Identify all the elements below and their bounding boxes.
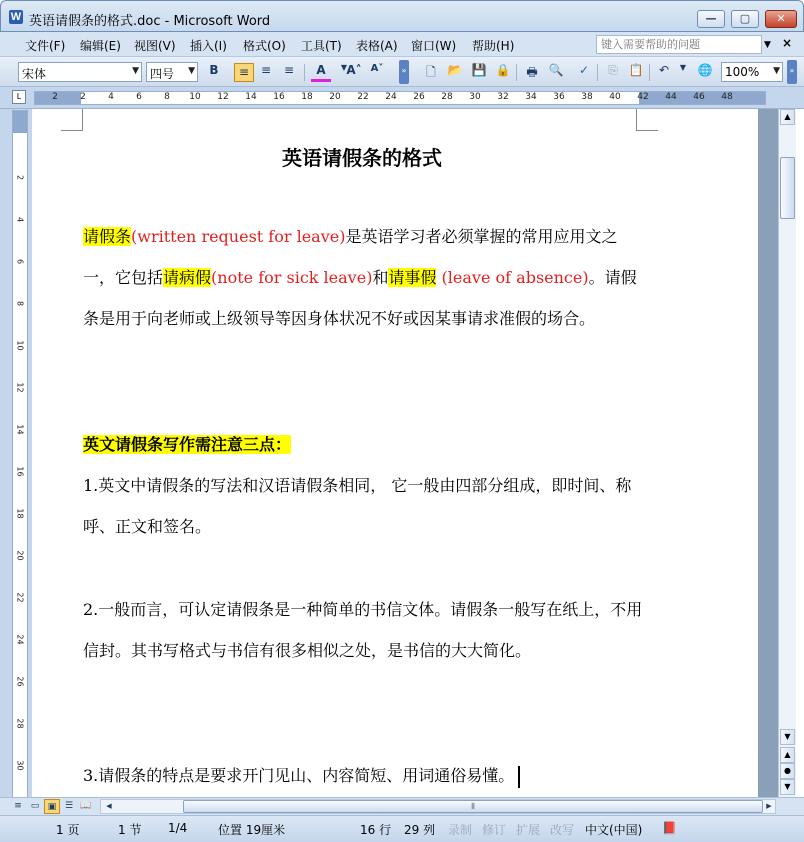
chevron-down-icon: ▼: [132, 66, 139, 76]
print-layout-view-icon[interactable]: ▣: [44, 799, 60, 814]
status-track-changes[interactable]: 修订: [482, 823, 507, 837]
zoom-select[interactable]: [721, 62, 783, 82]
toolbar: [0, 57, 804, 87]
vruler-tick-label: 10: [15, 340, 25, 351]
status-line: 16 行: [360, 823, 392, 837]
toolbar-separator: [649, 64, 650, 81]
menu-table[interactable]: 表格(A): [356, 39, 398, 53]
font-size-value: 四号: [150, 67, 175, 81]
vruler-tick-label: 26: [15, 676, 25, 687]
save-icon[interactable]: 💾: [471, 63, 487, 77]
status-language: 中文(中国): [585, 823, 643, 837]
align-right-button[interactable]: ≡: [283, 63, 295, 77]
previous-page-icon[interactable]: ▲: [780, 747, 795, 763]
ruler-tick-label: 14: [245, 92, 257, 102]
font-color-button[interactable]: A: [311, 63, 331, 82]
ruler-tick-label: 38: [581, 92, 593, 102]
status-page-of: 1/4: [168, 821, 188, 835]
font-name-select[interactable]: [18, 62, 142, 82]
ruler-tick-label: 18: [301, 92, 313, 102]
scroll-right-icon[interactable]: ▶: [766, 802, 772, 810]
vruler-tick-label: 28: [15, 718, 25, 729]
vruler-tick-label: 24: [15, 634, 25, 645]
normal-view-icon[interactable]: ≡: [14, 801, 22, 811]
undo-icon[interactable]: ↶: [658, 63, 670, 77]
english-term: (leave of absence): [436, 268, 589, 287]
ruler-tick-label: 16: [273, 92, 285, 102]
menu-window[interactable]: 窗口(W): [411, 39, 457, 53]
vruler-tick-label: 22: [15, 592, 25, 603]
menu-view[interactable]: 视图(V): [134, 39, 176, 53]
ruler-tick-label: 46: [693, 92, 705, 102]
ruler-tick-label: 30: [469, 92, 481, 102]
minimize-button[interactable]: —: [697, 10, 725, 28]
word-app-icon[interactable]: W: [10, 11, 22, 23]
ruler-tick-label: 34: [525, 92, 537, 102]
scroll-down-icon[interactable]: ▼: [780, 729, 795, 745]
status-column: 29 列: [404, 823, 436, 837]
text-cursor: [518, 766, 520, 788]
toolbar-options-icon[interactable]: »: [787, 60, 797, 84]
scroll-left-icon[interactable]: ◀: [106, 802, 112, 810]
ruler-tick-label: 2: [80, 92, 86, 102]
font-color-dropdown-icon[interactable]: ▼: [340, 63, 348, 72]
select-browse-object-icon[interactable]: ●: [780, 763, 795, 779]
copy-icon[interactable]: ⎘: [608, 63, 618, 77]
vruler-tick-label: 8: [15, 300, 25, 307]
vertical-ruler[interactable]: [12, 110, 28, 798]
font-size-select[interactable]: [146, 62, 198, 82]
status-record[interactable]: 录制: [448, 823, 473, 837]
open-folder-icon[interactable]: 📂: [447, 63, 463, 77]
horizontal-scrollbar[interactable]: [100, 799, 776, 814]
section-heading: [83, 424, 643, 465]
spelling-status-icon[interactable]: 📕: [662, 821, 677, 835]
ruler-tick-label: 42: [637, 92, 649, 102]
ruler-tick-label: 22: [357, 92, 369, 102]
list-item-3-text: 3.请假条的特点是要求开门见山、内容简短、用词通俗易懂。: [83, 766, 515, 785]
ruler-tick-label: 28: [441, 92, 453, 102]
body-text: 和: [372, 268, 389, 287]
title-bar: [0, 0, 804, 32]
horizontal-ruler-bar: [0, 87, 804, 109]
font-name-value: 宋体: [22, 67, 47, 81]
page-corner-mark: [61, 109, 83, 131]
maximize-button[interactable]: ▢: [731, 10, 759, 28]
align-center-button[interactable]: ≡: [260, 63, 272, 77]
next-page-icon[interactable]: ▼: [780, 779, 795, 795]
menu-tools[interactable]: 工具(T): [301, 39, 342, 53]
close-button[interactable]: ✕: [765, 10, 797, 28]
scroll-up-icon[interactable]: ▲: [780, 109, 795, 125]
status-bar: [0, 815, 804, 842]
new-document-icon[interactable]: 🗋: [426, 65, 436, 79]
menu-bar: [0, 32, 804, 57]
paragraph-intro: [83, 216, 643, 339]
ruler-tick-label: 6: [136, 92, 142, 102]
ruler-tick-label: 32: [497, 92, 509, 102]
ruler-tick-label: 4: [108, 92, 114, 102]
web-layout-view-icon[interactable]: ▭: [30, 801, 40, 811]
highlight-text: 请事假: [388, 268, 437, 287]
undo-dropdown-icon[interactable]: ▼: [679, 63, 687, 72]
status-position: 位置 19厘米: [218, 823, 286, 837]
tab-selector-icon[interactable]: L: [12, 90, 26, 104]
bold-button[interactable]: B: [209, 63, 219, 77]
ruler-tick-label: 2: [52, 92, 58, 102]
spelling-check-icon[interactable]: ✓: [578, 63, 590, 77]
shrink-font-button[interactable]: A˅: [370, 63, 384, 74]
zoom-value: 100%: [725, 65, 760, 79]
vruler-tick-label: 12: [15, 382, 25, 393]
menu-help[interactable]: 帮助(H): [472, 39, 515, 53]
ruler-tick-label: 48: [721, 92, 733, 102]
body-text: 。请假条是用于向老师或上级领导等因身体状况不好或因某事请求准假的场合。: [83, 268, 637, 328]
vruler-tick-label: 18: [15, 508, 25, 519]
page-corner-mark: [636, 109, 658, 131]
permission-icon[interactable]: 🔒: [495, 63, 511, 77]
status-extend[interactable]: 扩展: [516, 823, 541, 837]
paste-icon[interactable]: 📋: [628, 63, 644, 77]
heading-text: 英文请假条写作需注意三点：: [83, 435, 292, 454]
highlight-text: 请病假: [163, 268, 212, 287]
horizontal-scroll-row: [0, 797, 804, 815]
vruler-tick-label: 16: [15, 466, 25, 477]
ruler-tick-label: 10: [189, 92, 201, 102]
menu-format[interactable]: 格式(O): [243, 39, 286, 53]
vertical-scrollbar[interactable]: [778, 109, 796, 797]
help-search-input[interactable]: [596, 35, 762, 54]
english-term: (written request for leave): [131, 227, 346, 246]
menu-insert[interactable]: 插入(I): [190, 39, 227, 53]
chevron-down-icon: ▼: [773, 66, 780, 76]
vruler-tick-label: 20: [15, 550, 25, 561]
help-dropdown-icon[interactable]: ▼: [764, 40, 771, 50]
document-page[interactable]: [32, 109, 758, 797]
ruler-margin-left: [35, 92, 81, 104]
toolbar-separator: [597, 64, 598, 81]
body-text: 是英语学习者必须掌握的常用应用文之一，它包括: [83, 227, 618, 287]
vruler-margin-top: [13, 111, 27, 133]
menu-edit[interactable]: 编辑(E): [80, 39, 121, 53]
outline-view-icon[interactable]: ☰: [64, 801, 74, 811]
ruler-tick-label: 8: [164, 92, 170, 102]
ruler-tick-label: 40: [609, 92, 621, 102]
highlight-text: 请假条: [83, 227, 132, 246]
ruler-tick-label: 36: [553, 92, 565, 102]
vruler-tick-label: 6: [15, 258, 25, 265]
status-page: 1 页: [56, 823, 80, 837]
vruler-tick-label: 2: [15, 174, 25, 181]
toolbar-options-icon[interactable]: »: [399, 60, 409, 84]
menu-file[interactable]: 文件(F): [25, 39, 66, 53]
vruler-tick-label: 30: [15, 760, 25, 771]
list-item-1: 1.英文中请假条的写法和汉语请假条相同， 它一般由四部分组成，即时间、称呼、正文和签名。: [83, 476, 632, 536]
vruler-tick-label: 4: [15, 216, 25, 223]
vruler-tick-label: 14: [15, 424, 25, 435]
reading-layout-view-icon[interactable]: 📖: [80, 801, 92, 811]
ruler-tick-label: 26: [413, 92, 425, 102]
print-icon[interactable]: 🖶: [526, 65, 538, 79]
print-preview-icon[interactable]: 🔍: [548, 63, 564, 77]
horizontal-scroll-thumb[interactable]: ⦀: [183, 800, 763, 813]
ruler-tick-label: 44: [665, 92, 677, 102]
chevron-down-icon: ▼: [188, 66, 195, 76]
vertical-scroll-thumb[interactable]: [780, 157, 795, 219]
list-item-3: [83, 755, 643, 796]
align-left-button[interactable]: ≡: [234, 63, 254, 82]
toolbar-separator: [516, 64, 517, 81]
status-overtype[interactable]: 改写: [550, 823, 575, 837]
window-title: 英语请假条的格式.doc - Microsoft Word: [29, 14, 271, 29]
ruler-tick-label: 24: [385, 92, 397, 102]
toolbar-separator: [304, 64, 305, 81]
status-section: 1 节: [118, 823, 142, 837]
ruler-tick-label: 20: [329, 92, 341, 102]
grow-font-button[interactable]: A˄: [346, 63, 362, 77]
page-gutter: [758, 109, 778, 797]
ruler-tick-label: 12: [217, 92, 229, 102]
list-item-2: 2.一般而言，可认定请假条是一种简单的书信文体。请假条一般写在纸上，不用信封。其书写格式与书信有很多相似之处，是书信的大大简化。: [83, 600, 643, 660]
close-document-button[interactable]: ×: [782, 36, 793, 50]
document-title: 英语请假条的格式: [282, 146, 442, 170]
hyperlink-icon[interactable]: 🌐: [697, 63, 713, 77]
english-term: (note for sick leave): [211, 268, 373, 287]
horizontal-ruler[interactable]: [34, 91, 766, 105]
